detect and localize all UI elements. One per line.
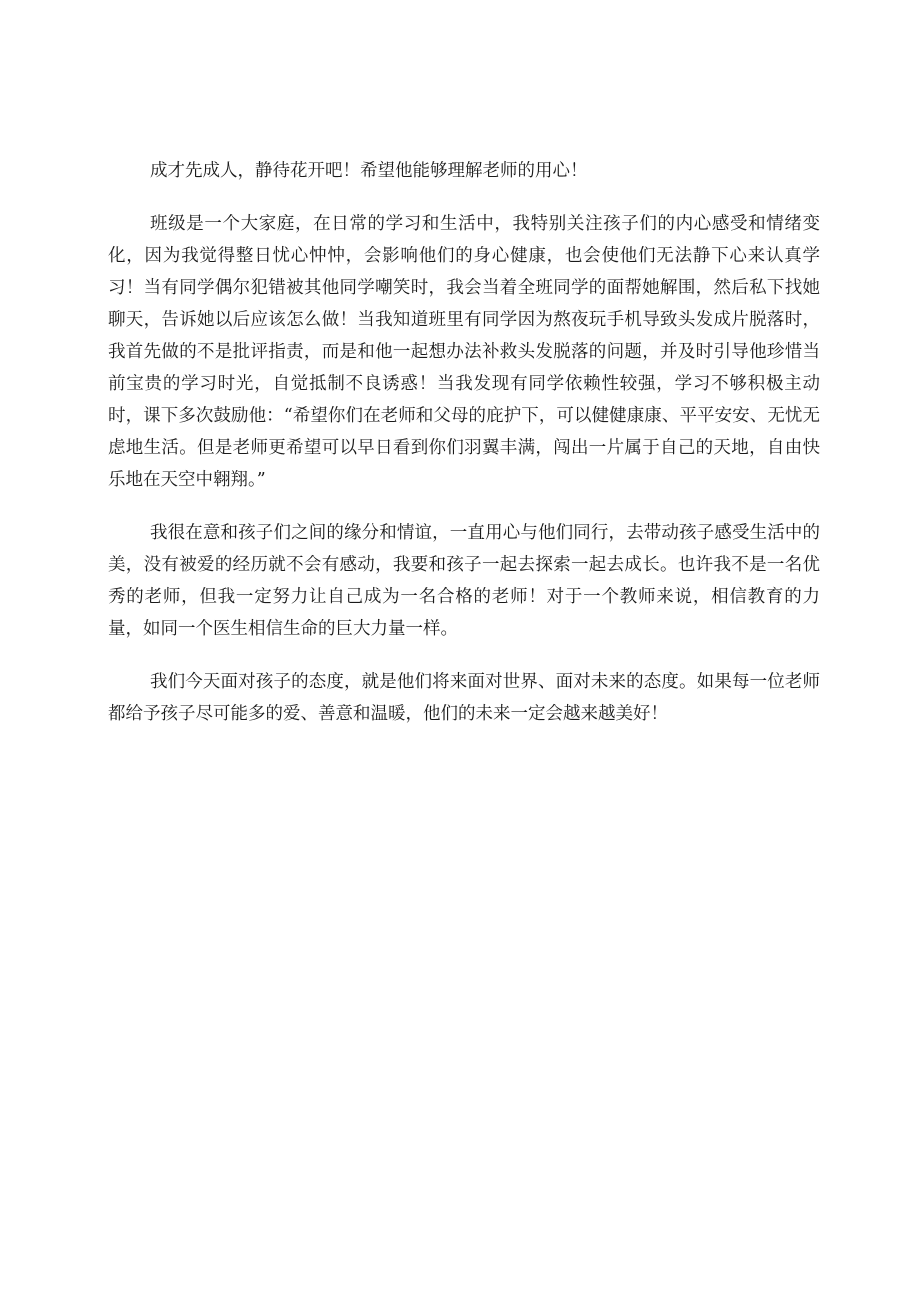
document-page [108,155,820,751]
paragraph-4: 我们今天面对孩子的态度，就是他们将来面对世界、面对未来的态度。如果每一位老师都给予孩子尽可能多的爱、善意和温暖，他们的未来一定会越来越美好！ [108,672,820,724]
paragraph-3: 我很在意和孩子们之间的缘分和情谊，一直用心与他们同行，去带动孩子感受生活中的美，没有被爱的经历就不会有感动，我要和孩子一起去探索一起去成长。也许我不是一名优秀的老师，但我一定努力让自己成为一名合格的老师！对于一个教师来说，相信教育的力量，如同一个医生相信生命的巨大力量一样。 [108,523,820,639]
paragraph-1: 成才先成人，静待花开吧！希望他能够理解老师的用心！ [150,161,588,181]
paragraph-2: 班级是一个大家庭，在日常的学习和生活中，我特别关注孩子们的内心感受和情绪变化，因为我觉得整日忧心忡忡，会影响他们的身心健康，也会使他们无法静下心来认真学习！当有同学偶尔犯错被其他同学嘲笑时，我会当着全班同学的面帮她解围，然后私下找她聊天，告诉她以后应该怎么做！当我知道班里有同学因为熬夜玩手机导致头发成片脱落时，我首先做的不是批评指责，而是和他一起想办法补救头发脱落的问题，并及时引导他珍惜当前宝贵的学习时光，自觉抵制不良诱惑！当我发现有同学依赖性较强，学习不够积极主动时，课下多次鼓励他：“希望你们在老师和父母的庇护下，可以健健康康、平平安安、无忧无虑地生活。但是老师更希望可以早日看到你们羽翼丰满，闯出一片属于自己的天地，自由快乐地在天空中翱翔。” [108,214,820,490]
